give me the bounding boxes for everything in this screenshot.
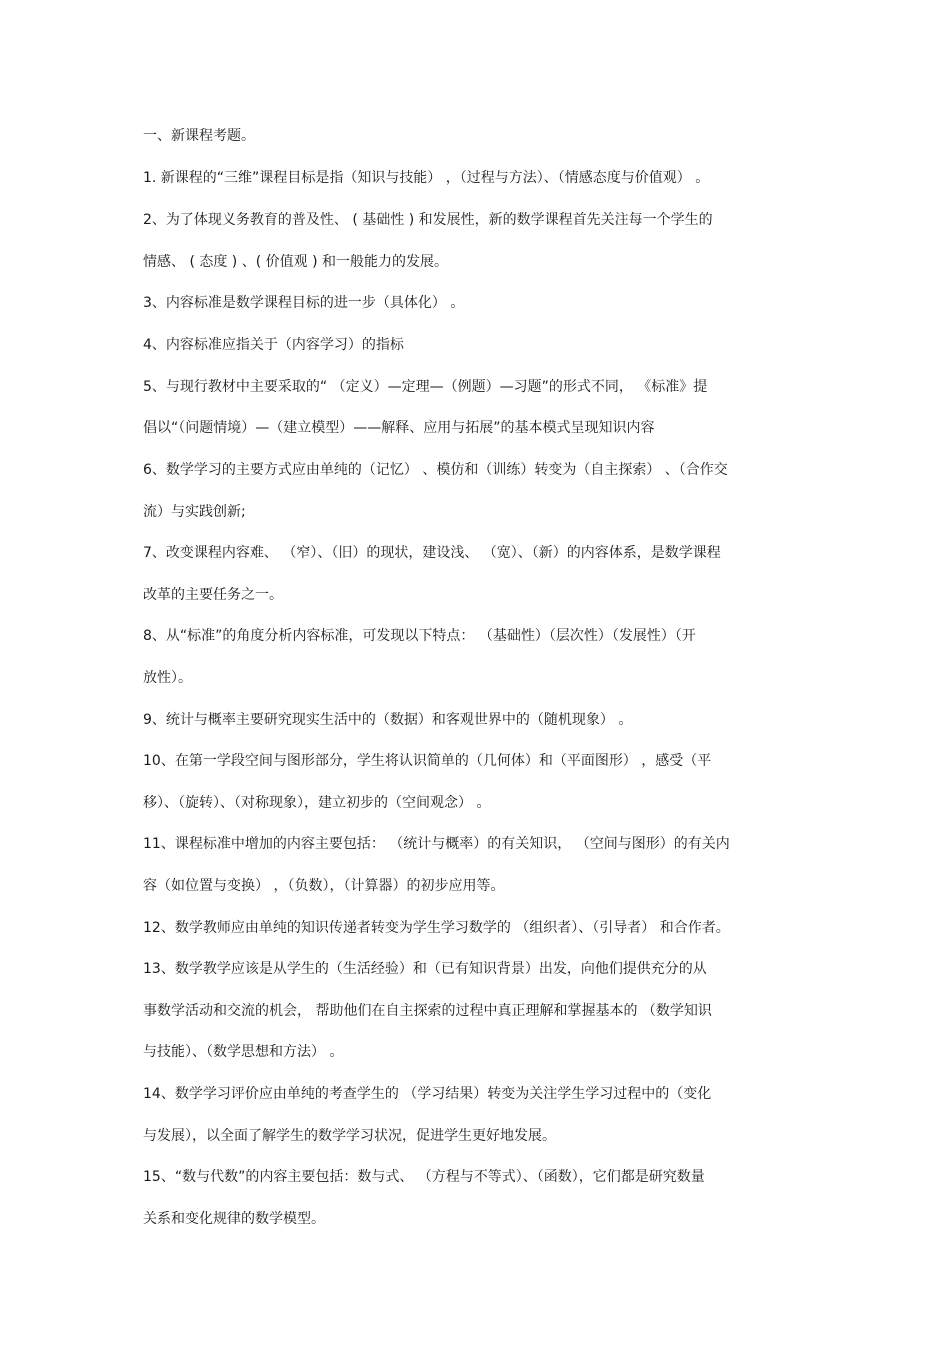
question-5-line-2: 倡以“（问题情境）—（建立模型）——解释、应用与拓展”的基本模式呈现知识内容 <box>143 420 655 436</box>
question-8-line-1: 8、从“标准”的角度分析内容标准，可发现以下特点： （基础性）（层次性）（发展性）（开 <box>143 628 696 644</box>
question-7-line-2: 改革的主要任务之一。 <box>143 587 283 603</box>
question-14-line-2: 与发展），以全面了解学生的数学学习状况，促进学生更好地发展。 <box>143 1128 556 1144</box>
question-13-line-1: 13、数学教学应该是从学生的（生活经验）和（已有知识背景）出发，向他们提供充分的从 <box>143 961 707 977</box>
question-8-line-2: 放性）。 <box>143 670 192 686</box>
question-6-line-1: 6、数学学习的主要方式应由单纯的（记忆） 、模仿和（训练）转变为（自主探索） 、（合作交 <box>143 462 728 478</box>
question-1-line-1: 1. 新课程的“三维”课程目标是指（知识与技能） ，（过程与方法）、（情感态度与价值观） 。 <box>143 170 710 186</box>
question-15-line-2: 关系和变化规律的数学模型。 <box>143 1211 325 1227</box>
question-11-line-1: 11、课程标准中增加的内容主要包括： （统计与概率）的有关知识， （空间与图形）的有关内 <box>143 836 730 852</box>
question-3-line-1: 3、内容标准是数学课程目标的进一步（具体化） 。 <box>143 295 465 311</box>
question-2-line-2: 情感、 ( 态度 ) 、( 价值观 ) 和一般能力的发展。 <box>143 254 448 270</box>
question-12-line-1: 12、数学教师应由单纯的知识传递者转变为学生学习数学的 （组织者）、（引导者） 和合作者。 <box>143 920 730 936</box>
question-5-line-1: 5、与现行教材中主要采取的“ （定义）—定理—（例题）—习题”的形式不同， 《标准》提 <box>143 379 708 395</box>
section-heading: 一、新课程考题。 <box>143 128 255 144</box>
question-13-line-3: 与技能）、（数学思想和方法） 。 <box>143 1044 344 1060</box>
question-4-line-1: 4、内容标准应指关于（内容学习）的指标 <box>143 337 404 353</box>
question-10-line-2: 移）、（旋转）、（对称现象），建立初步的（空间观念） 。 <box>143 795 491 811</box>
question-15-line-1: 15、“数与代数”的内容主要包括：数与式、 （方程与不等式）、（函数），它们都是研究数量 <box>143 1169 705 1185</box>
question-2-line-1: 2、为了体现义务教育的普及性、 ( 基础性 ) 和发展性，新的数学课程首先关注每一个学生的 <box>143 212 713 228</box>
question-7-line-1: 7、改变课程内容难、 （窄）、（旧）的现状，建设浅、 （宽）、（新）的内容体系，是数学课程 <box>143 545 721 561</box>
question-6-line-2: 流）与实践创新; <box>143 504 246 520</box>
question-14-line-1: 14、数学学习评价应由单纯的考查学生的 （学习结果）转变为关注学生学习过程中的（变化 <box>143 1086 712 1102</box>
question-11-line-2: 容（如位置与变换） ，（负数），（计算器）的初步应用等。 <box>143 878 505 894</box>
question-13-line-2: 事数学活动和交流的机会， 帮助他们在自主探索的过程中真正理解和掌握基本的 （数学知识 <box>143 1003 712 1019</box>
question-10-line-1: 10、在第一学段空间与图形部分，学生将认识简单的（几何体）和（平面图形） ，感受（平 <box>143 753 712 769</box>
question-9-line-1: 9、统计与概率主要研究现实生活中的（数据）和客观世界中的（随机现象） 。 <box>143 712 633 728</box>
